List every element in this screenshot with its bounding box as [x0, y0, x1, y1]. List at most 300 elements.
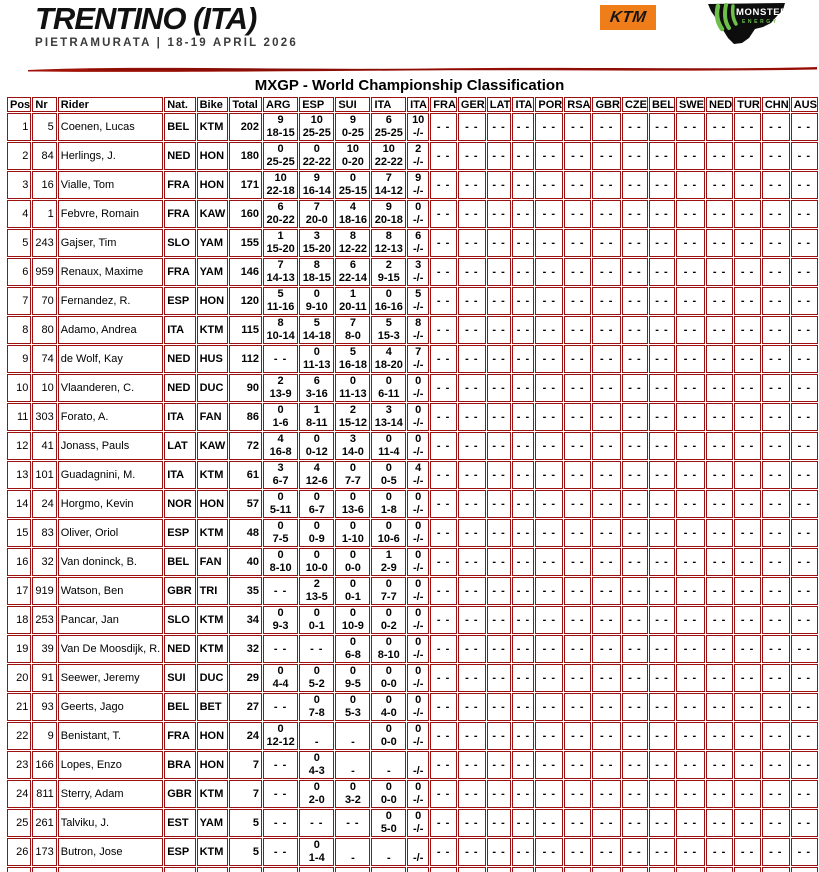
cell-round-result: - - — [487, 316, 512, 344]
cell-total: 86 — [229, 403, 262, 431]
cell-round-result: - - — [706, 693, 733, 721]
column-header-nr: Nr — [32, 97, 56, 112]
cell-total: 146 — [229, 258, 262, 286]
cell-round-result: 2 9-15 — [371, 258, 406, 286]
cell-round-result: 4 18-16 — [335, 200, 370, 228]
cell-round-result: 0 1-6 — [263, 403, 298, 431]
cell-round-result: - - — [676, 403, 705, 431]
cell-round-result: - - — [535, 490, 563, 518]
cell-round-result: - - — [430, 142, 457, 170]
column-header-chn: CHN — [762, 97, 790, 112]
cell-round-result: - - — [535, 374, 563, 402]
cell-round-result: 0 8-10 — [371, 635, 406, 663]
cell-round-result: - - — [762, 664, 790, 692]
cell-round-result: - - — [458, 316, 486, 344]
cell-round-result: - - — [430, 606, 457, 634]
cell-empty — [229, 867, 262, 872]
cell-round-result: - - — [564, 838, 591, 866]
cell-total: 32 — [229, 635, 262, 663]
cell-round-result: - - — [791, 258, 818, 286]
cell-total: 24 — [229, 722, 262, 750]
cell-pos: 8 — [7, 316, 31, 344]
cell-round-result: - - — [791, 606, 818, 634]
cell-round-result: - - — [791, 809, 818, 837]
cell-round-result: - - — [430, 345, 457, 373]
cell-nat: ITA — [164, 316, 195, 344]
cell-round-result: 0 -/- — [407, 490, 429, 518]
cell-round-result: - - — [622, 403, 648, 431]
cell-round-result: - - — [676, 577, 705, 605]
cell-round-result: - - — [458, 577, 486, 605]
cell-bike: YAM — [197, 258, 229, 286]
cell-nat: ITA — [164, 461, 195, 489]
cell-round-result: - - — [706, 432, 733, 460]
cell-round-result: - - — [649, 345, 675, 373]
cell-rider: Lopes, Enzo — [58, 751, 163, 779]
cell-nr: 166 — [32, 751, 56, 779]
cell-nat: BEL — [164, 548, 195, 576]
cell-round-result: - - — [535, 142, 563, 170]
cell-round-result: - - — [706, 461, 733, 489]
cell-round-result: - - — [649, 258, 675, 286]
cell-round-result: 4 -/- — [407, 461, 429, 489]
cell-round-result: - - — [430, 577, 457, 605]
cell-round-result: - - — [706, 577, 733, 605]
cell-round-result: - — [335, 722, 370, 750]
cell-bike: KTM — [197, 519, 229, 547]
cell-round-result: 4 16-8 — [263, 432, 298, 460]
cell-round-result: - - — [762, 432, 790, 460]
cell-round-result: - - — [622, 548, 648, 576]
cell-round-result: - - — [622, 461, 648, 489]
cell-empty — [371, 867, 406, 872]
cell-round-result: - - — [487, 142, 512, 170]
cell-nat: FRA — [164, 258, 195, 286]
cell-empty — [32, 867, 56, 872]
cell-round-result: - - — [487, 751, 512, 779]
cell-round-result: - - — [762, 403, 790, 431]
cell-round-result: - - — [622, 838, 648, 866]
table-row — [7, 374, 818, 402]
cell-pos: 15 — [7, 519, 31, 547]
cell-round-result: - - — [622, 345, 648, 373]
cell-round-result: - - — [706, 490, 733, 518]
cell-round-result: - - — [564, 722, 591, 750]
cell-round-result: 8 10-14 — [263, 316, 298, 344]
column-header-por: POR — [535, 97, 563, 112]
cell-round-result: - - — [564, 490, 591, 518]
column-header-ger: GER — [458, 97, 486, 112]
cell-bike: DUC — [197, 664, 229, 692]
cell-round-result: - - — [430, 171, 457, 199]
cell-round-result: - - — [734, 838, 761, 866]
cell-round-result: - - — [676, 113, 705, 141]
cell-round-result: 7 20-0 — [299, 200, 334, 228]
cell-round-result: - - — [762, 142, 790, 170]
cell-round-result: - - — [622, 722, 648, 750]
cell-round-result: 9 -/- — [407, 171, 429, 199]
cell-round-result: - - — [622, 200, 648, 228]
cell-empty — [299, 867, 334, 872]
cell-round-result: - - — [762, 577, 790, 605]
cell-round-result: - - — [734, 693, 761, 721]
column-header-ita: ITA — [407, 97, 429, 112]
cell-round-result: - - — [564, 606, 591, 634]
cell-round-result: - - — [512, 693, 534, 721]
cell-round-result: - - — [564, 316, 591, 344]
cell-nat: NOR — [164, 490, 195, 518]
cell-round-result: 1 2-9 — [371, 548, 406, 576]
cell-round-result: - - — [706, 751, 733, 779]
cell-round-result: - - — [430, 490, 457, 518]
cell-round-result: - - — [487, 548, 512, 576]
table-row — [7, 316, 818, 344]
cell-bike: YAM — [197, 809, 229, 837]
cell-round-result: 2 13-9 — [263, 374, 298, 402]
cell-round-result: - - — [430, 461, 457, 489]
cell-round-result: - - — [458, 171, 486, 199]
cell-pos: 18 — [7, 606, 31, 634]
cell-round-result: 6 20-22 — [263, 200, 298, 228]
column-header-nat: Nat. — [164, 97, 195, 112]
cell-empty — [335, 867, 370, 872]
cell-round-result: 0 5-3 — [335, 693, 370, 721]
cell-round-result: - - — [592, 171, 620, 199]
cell-empty — [512, 867, 534, 872]
cell-nat: FRA — [164, 722, 195, 750]
cell-round-result: - - — [762, 229, 790, 257]
cell-empty — [676, 867, 705, 872]
ktm-logo — [600, 5, 656, 30]
table-row — [7, 229, 818, 257]
cell-round-result: - - — [762, 287, 790, 315]
cell-round-result: - - — [592, 461, 620, 489]
cell-rider: Fernandez, R. — [58, 287, 163, 315]
cell-round-result: - - — [791, 171, 818, 199]
cell-pos: 10 — [7, 374, 31, 402]
cell-round-result: 0 10-6 — [371, 519, 406, 547]
cell-round-result: - - — [512, 432, 534, 460]
cell-round-result: - - — [676, 751, 705, 779]
cell-round-result: - - — [430, 316, 457, 344]
cell-round-result: 0 9-5 — [335, 664, 370, 692]
cell-round-result: 0 9-3 — [263, 606, 298, 634]
cell-round-result: - — [299, 722, 334, 750]
cell-nr: 1 — [32, 200, 56, 228]
cell-nat: ESP — [164, 519, 195, 547]
cell-nat: NED — [164, 345, 195, 373]
cell-round-result: 10 25-25 — [299, 113, 334, 141]
cell-pos: 12 — [7, 432, 31, 460]
cell-round-result: - - — [592, 316, 620, 344]
cell-pos: 26 — [7, 838, 31, 866]
cell-nr: 83 — [32, 519, 56, 547]
cell-round-result: - - — [512, 142, 534, 170]
cell-round-result: - - — [706, 838, 733, 866]
cell-round-result: - - — [564, 171, 591, 199]
cell-round-result: 0 1-4 — [299, 838, 334, 866]
cell-round-result: - - — [535, 519, 563, 547]
cell-round-result: - - — [622, 780, 648, 808]
cell-round-result: 0 0-0 — [335, 548, 370, 576]
cell-round-result: - - — [734, 751, 761, 779]
cell-round-result: 0 6-7 — [299, 490, 334, 518]
cell-round-result: 2 15-12 — [335, 403, 370, 431]
cell-total: 34 — [229, 606, 262, 634]
cell-round-result: 9 18-15 — [263, 113, 298, 141]
cell-round-result: - - — [762, 461, 790, 489]
cell-nat: ITA — [164, 403, 195, 431]
cell-round-result: 0 25-15 — [335, 171, 370, 199]
cell-round-result: 0 0-0 — [371, 780, 406, 808]
cell-nat: FRA — [164, 200, 195, 228]
cell-rider: Pancar, Jan — [58, 606, 163, 634]
cell-round-result: - - — [706, 258, 733, 286]
cell-round-result: - - — [458, 490, 486, 518]
cell-round-result: - - — [791, 838, 818, 866]
cell-round-result: - - — [791, 113, 818, 141]
cell-round-result: - - — [592, 664, 620, 692]
cell-round-result: - - — [706, 287, 733, 315]
cell-round-result: - - — [263, 780, 298, 808]
cell-round-result: - - — [706, 635, 733, 663]
cell-total: 120 — [229, 287, 262, 315]
cell-round-result: - - — [706, 809, 733, 837]
cell-rider: Herlings, J. — [58, 142, 163, 170]
classification-title: MXGP - World Championship Classification — [254, 77, 565, 94]
cell-round-result: 0 0-9 — [299, 519, 334, 547]
cell-nr: 74 — [32, 345, 56, 373]
cell-pos: 1 — [7, 113, 31, 141]
cell-nat: FRA — [164, 171, 195, 199]
cell-round-result: - - — [622, 229, 648, 257]
table-header-row — [7, 97, 818, 112]
cell-round-result: - - — [263, 345, 298, 373]
cell-round-result: - - — [535, 577, 563, 605]
cell-round-result: - - — [487, 374, 512, 402]
cell-round-result: - - — [791, 751, 818, 779]
cell-round-result: - - — [762, 200, 790, 228]
cell-round-result: - - — [762, 171, 790, 199]
cell-round-result: -/- — [407, 751, 429, 779]
cell-round-result: - - — [622, 519, 648, 547]
cell-round-result: - - — [564, 751, 591, 779]
cell-round-result: 5 11-16 — [263, 287, 298, 315]
cell-round-result: 0 11-13 — [335, 374, 370, 402]
cell-round-result: - - — [649, 780, 675, 808]
cell-round-result: - - — [676, 374, 705, 402]
cell-round-result: - - — [706, 171, 733, 199]
cell-round-result: - - — [535, 113, 563, 141]
column-header-bel: BEL — [649, 97, 675, 112]
cell-round-result: 5 16-18 — [335, 345, 370, 373]
cell-round-result: - - — [458, 519, 486, 547]
cell-round-result: - - — [649, 519, 675, 547]
cell-round-result: - - — [487, 693, 512, 721]
cell-round-result: 0 0-2 — [371, 606, 406, 634]
cell-round-result: - - — [592, 548, 620, 576]
cell-round-result: - - — [458, 403, 486, 431]
cell-nat: SLO — [164, 229, 195, 257]
column-header-fra: FRA — [430, 97, 457, 112]
cell-nr: 84 — [32, 142, 56, 170]
cell-round-result: - - — [535, 316, 563, 344]
cell-round-result: - - — [622, 693, 648, 721]
cell-round-result: - - — [649, 171, 675, 199]
column-header-pos: Pos — [7, 97, 31, 112]
cell-round-result: - - — [263, 635, 298, 663]
cell-rider: Sterry, Adam — [58, 780, 163, 808]
cell-rider: Butron, Jose — [58, 838, 163, 866]
cell-empty — [263, 867, 298, 872]
cell-round-result: 0 3-2 — [335, 780, 370, 808]
cell-round-result: - - — [649, 316, 675, 344]
cell-pos: 11 — [7, 403, 31, 431]
cell-round-result: 7 -/- — [407, 345, 429, 373]
cell-round-result: 6 22-14 — [335, 258, 370, 286]
cell-round-result: - - — [649, 142, 675, 170]
column-header-ned: NED — [706, 97, 733, 112]
cell-round-result: - - — [592, 606, 620, 634]
cell-round-result: - - — [487, 606, 512, 634]
cell-round-result: - - — [535, 403, 563, 431]
cell-round-result: - - — [487, 838, 512, 866]
cell-nr: 91 — [32, 664, 56, 692]
cell-round-result: 0 7-7 — [335, 461, 370, 489]
cell-bike: HON — [197, 142, 229, 170]
cell-nat: ESP — [164, 287, 195, 315]
cell-round-result: - - — [649, 374, 675, 402]
cell-round-result: - - — [706, 519, 733, 547]
cell-round-result: - - — [734, 229, 761, 257]
cell-round-result: - - — [512, 519, 534, 547]
cell-round-result: - - — [676, 664, 705, 692]
cell-nr: 32 — [32, 548, 56, 576]
cell-nr: 9 — [32, 722, 56, 750]
cell-round-result: - - — [299, 809, 334, 837]
cell-round-result: - - — [706, 403, 733, 431]
cell-nat: SLO — [164, 606, 195, 634]
column-header-esp: ESP — [299, 97, 334, 112]
cell-round-result: - - — [487, 229, 512, 257]
cell-round-result: - - — [512, 403, 534, 431]
cell-empty — [487, 867, 512, 872]
cell-round-result: - - — [762, 258, 790, 286]
cell-round-result: - - — [649, 693, 675, 721]
cell-round-result: - - — [791, 403, 818, 431]
cell-round-result: - - — [734, 664, 761, 692]
cell-nat: GBR — [164, 780, 195, 808]
cell-round-result: - — [371, 751, 406, 779]
cell-round-result: - - — [430, 287, 457, 315]
table-row — [7, 461, 818, 489]
cell-round-result: - - — [622, 113, 648, 141]
cell-round-result: - - — [592, 200, 620, 228]
cell-total: 35 — [229, 577, 262, 605]
cell-round-result: - - — [564, 577, 591, 605]
cell-round-result: - - — [535, 606, 563, 634]
cell-round-result: - - — [487, 780, 512, 808]
cell-round-result: - - — [487, 171, 512, 199]
cell-round-result: 0 7-5 — [263, 519, 298, 547]
cell-round-result: - - — [734, 606, 761, 634]
cell-round-result: - - — [791, 780, 818, 808]
cell-round-result: - - — [592, 751, 620, 779]
cell-empty — [458, 867, 486, 872]
cell-round-result: - - — [676, 722, 705, 750]
cell-round-result: - - — [706, 142, 733, 170]
cell-rider: Seewer, Jeremy — [58, 664, 163, 692]
cell-round-result: - - — [458, 229, 486, 257]
cell-round-result: - - — [762, 316, 790, 344]
cell-round-result: - - — [592, 838, 620, 866]
cell-bike: FAN — [197, 403, 229, 431]
cell-round-result: - - — [564, 258, 591, 286]
cell-round-result: - - — [487, 461, 512, 489]
cell-empty — [649, 867, 675, 872]
cell-round-result: - - — [535, 258, 563, 286]
cell-round-result: 0 -/- — [407, 606, 429, 634]
cell-round-result: - - — [734, 577, 761, 605]
cell-round-result: - - — [564, 403, 591, 431]
column-header-ita: ITA — [512, 97, 534, 112]
table-row — [7, 664, 818, 692]
red-brush-divider — [28, 64, 817, 73]
cell-pos: 5 — [7, 229, 31, 257]
cell-round-result: 9 20-18 — [371, 200, 406, 228]
ktm-logo-text: KTM — [608, 8, 648, 26]
cell-round-result: - - — [676, 287, 705, 315]
cell-round-result: - - — [592, 577, 620, 605]
cell-round-result: - - — [535, 809, 563, 837]
cell-pos: 25 — [7, 809, 31, 837]
cell-round-result: - - — [734, 113, 761, 141]
cell-round-result: - - — [535, 287, 563, 315]
cell-round-result: 0 7-8 — [299, 693, 334, 721]
cell-round-result: 7 14-13 — [263, 258, 298, 286]
cell-round-result: 0 -/- — [407, 548, 429, 576]
cell-round-result: - - — [487, 490, 512, 518]
cell-round-result: 3 6-7 — [263, 461, 298, 489]
cell-round-result: 0 12-12 — [263, 722, 298, 750]
monster-logo-text: MONSTER — [736, 7, 788, 18]
cell-bike: KAW — [197, 200, 229, 228]
cell-bike: HON — [197, 171, 229, 199]
cell-round-result: 0 -/- — [407, 780, 429, 808]
cell-empty — [164, 867, 195, 872]
cell-bike: KTM — [197, 316, 229, 344]
cell-round-result: - - — [734, 200, 761, 228]
cell-round-result: - — [335, 838, 370, 866]
cell-round-result: - - — [676, 548, 705, 576]
cell-round-result: - - — [592, 809, 620, 837]
cell-round-result: 5 14-18 — [299, 316, 334, 344]
cell-round-result: - - — [706, 345, 733, 373]
cell-empty — [762, 867, 790, 872]
cell-round-result: - - — [649, 229, 675, 257]
cell-round-result: - - — [564, 809, 591, 837]
cell-round-result: 0 1-10 — [335, 519, 370, 547]
cell-round-result: - - — [762, 548, 790, 576]
cell-round-result: - - — [592, 635, 620, 663]
cell-round-result: 0 -/- — [407, 519, 429, 547]
cell-pos: 9 — [7, 345, 31, 373]
cell-rider: Horgmo, Kevin — [58, 490, 163, 518]
cell-nr: 959 — [32, 258, 56, 286]
cell-round-result: - - — [791, 519, 818, 547]
event-header — [0, 0, 819, 64]
cell-rider: Coenen, Lucas — [58, 113, 163, 141]
